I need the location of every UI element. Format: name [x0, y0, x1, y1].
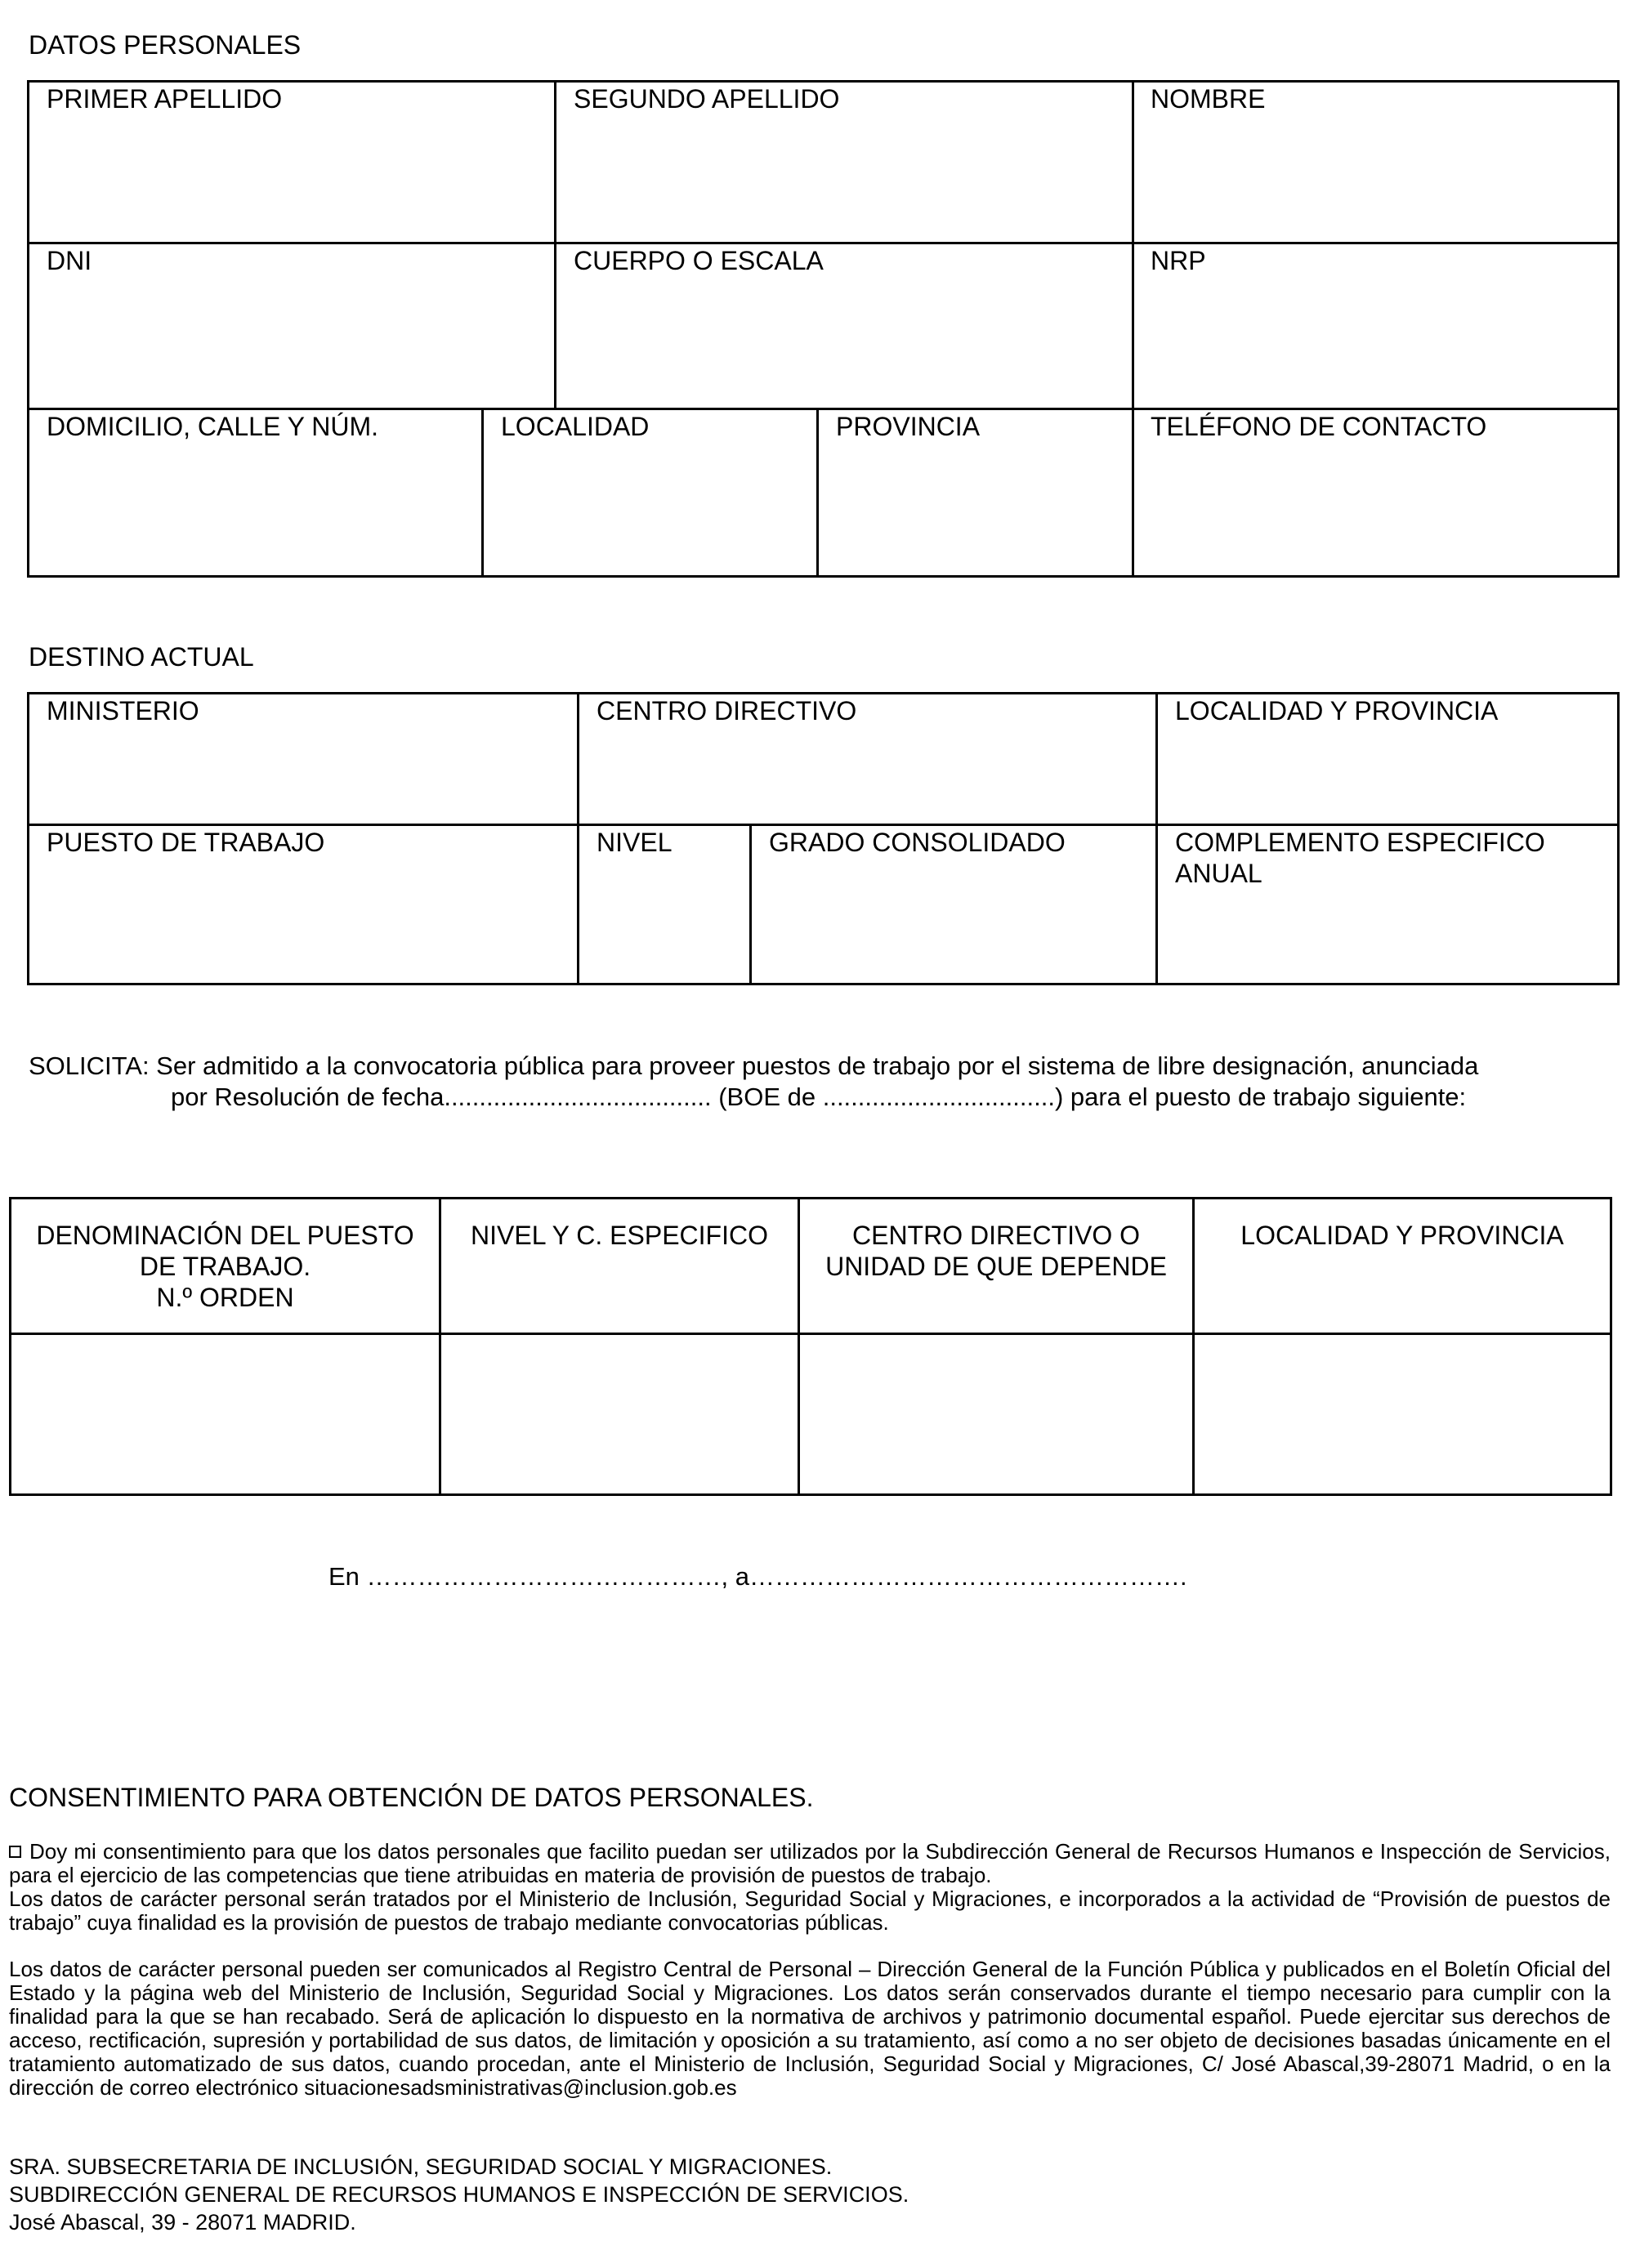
column-divider: [1132, 80, 1134, 578]
row-divider: [27, 242, 1620, 244]
consent-checkbox-row[interactable]: [9, 1840, 1611, 1887]
personal-data-heading: DATOS PERSONALES: [29, 30, 302, 60]
orden-header: N.º ORDEN: [156, 1283, 294, 1312]
centro-directivo-input-cell[interactable]: [800, 1335, 1192, 1493]
column-divider: [481, 408, 484, 578]
provincia-field[interactable]: PROVINCIA: [836, 412, 981, 441]
consent-paragraph-2: Los datos de carácter personal pueden ser comunicados al Registro Central de Personal – Dirección General de la Función Pública y publicados en el Boletín Oficial del Estado y la página web del Ministerio de Inclusión, Seguridad Social y Migraciones. Los datos serán conservados durante el tiempo necesario para cumplir con la finalidad para la que se han recabado. Será de aplicación lo dispuesto en la normativa de archivos y patrimonio documental español. Puede ejercitar sus derechos de acceso, rectificación, supresión y portabilidad de sus datos, de limitación y oposición a su tratamiento, así como a no ser objeto de decisiones basadas únicamente en el tratamiento automatizado de sus datos, cuando procedan, ante el Ministerio de Inclusión, Seguridad Social y Migraciones, C/ José Abascal,39-28071 Madrid, o en la dirección de correo electrónico situacionesadsministrativas@inclusion.gob.es: [9, 1957, 1611, 2100]
primer-apellido-field[interactable]: PRIMER APELLIDO: [47, 84, 283, 114]
destino-actual-heading: DESTINO ACTUAL: [29, 642, 254, 672]
centro-directivo-header-line-1: CENTRO DIRECTIVO O: [851, 1221, 1140, 1250]
localidad-field[interactable]: LOCALIDAD: [501, 412, 650, 441]
domicilio-field[interactable]: DOMICILIO, CALLE Y NÚM.: [47, 412, 379, 441]
centro-directivo-field[interactable]: CENTRO DIRECTIVO: [597, 696, 857, 725]
fecha-line[interactable]: En ……………………………………, a…………………………………………….: [328, 1562, 1187, 1591]
column-divider: [1155, 692, 1158, 985]
denominacion-header-line-2: DE TRABAJO.: [139, 1252, 311, 1281]
ministerio-field[interactable]: MINISTERIO: [47, 696, 199, 725]
cuerpo-escala-field[interactable]: CUERPO O ESCALA: [574, 246, 824, 275]
puesto-trabajo-field[interactable]: PUESTO DE TRABAJO: [47, 828, 325, 857]
complemento-especifico-field[interactable]: COMPLEMENTO ESPECIFICO ANUAL: [1175, 828, 1545, 888]
column-divider: [577, 692, 579, 985]
row-divider: [27, 824, 1620, 826]
nivel-especifico-input-cell[interactable]: [441, 1335, 798, 1493]
telefono-field[interactable]: TELÉFONO DE CONTACTO: [1151, 412, 1487, 441]
footer-addressee: SRA. SUBSECRETARIA DE INCLUSIÓN, SEGURIDAD SOCIAL Y MIGRACIONES.: [9, 2154, 833, 2179]
denominacion-header-line-1: DENOMINACIÓN DEL PUESTO: [36, 1221, 414, 1250]
segundo-apellido-field[interactable]: SEGUNDO APELLIDO: [574, 84, 840, 114]
localidad-provincia-header: LOCALIDAD Y PROVINCIA: [1240, 1221, 1564, 1250]
solicita-line-1: SOLICITA: Ser admitido a la convocatoria pública para proveer puestos de trabajo por el sistema de libre designación, anunciada: [29, 1051, 1479, 1080]
nombre-field[interactable]: NOMBRE: [1151, 84, 1266, 114]
nivel-especifico-header: NIVEL Y C. ESPECIFICO: [471, 1221, 768, 1250]
personal-data-table: [27, 80, 1620, 578]
nrp-field[interactable]: NRP: [1151, 246, 1206, 275]
denominacion-input-cell[interactable]: [11, 1335, 439, 1493]
consent-checkbox[interactable]: [9, 1846, 21, 1858]
footer-address: José Abascal, 39 - 28071 MADRID.: [9, 2210, 356, 2235]
column-divider: [749, 824, 752, 985]
solicita-line-2: por Resolución de fecha...................................... (BOE de .................................) para el puesto de trabajo siguiente:: [171, 1083, 1467, 1111]
grado-consolidado-field[interactable]: GRADO CONSOLIDADO: [769, 828, 1066, 857]
centro-directivo-header-line-2: UNIDAD DE QUE DEPENDE: [825, 1252, 1167, 1281]
column-divider: [554, 80, 556, 409]
consent-checkbox-text: Doy mi consentimiento para que los datos personales que facilito puedan ser utilizados por la Subdirección General de Recursos Humanos e Inspección de Servicios, para el ejercicio de las competencias que tiene atribuidas en materia de provisión de puestos de trabajo.: [9, 1839, 1611, 1887]
row-divider: [27, 408, 1620, 410]
column-divider: [816, 408, 819, 578]
localidad-provincia-field[interactable]: LOCALIDAD Y PROVINCIA: [1175, 696, 1499, 725]
footer-department: SUBDIRECCIÓN GENERAL DE RECURSOS HUMANOS E INSPECCIÓN DE SERVICIOS.: [9, 2182, 909, 2207]
dni-field[interactable]: DNI: [47, 246, 92, 275]
consent-paragraph-1: Los datos de carácter personal serán tratados por el Ministerio de Inclusión, Seguridad Social y Migraciones, e incorporados a la actividad de “Provisión de puestos de trabajo” cuya finalidad es la provisión de puestos de trabajo mediante convocatorias públicas.: [9, 1886, 1611, 1935]
localidad-provincia-input-cell[interactable]: [1195, 1335, 1610, 1493]
consent-heading: CONSENTIMIENTO PARA OBTENCIÓN DE DATOS PERSONALES.: [9, 1783, 814, 1812]
nivel-field[interactable]: NIVEL: [597, 828, 673, 857]
